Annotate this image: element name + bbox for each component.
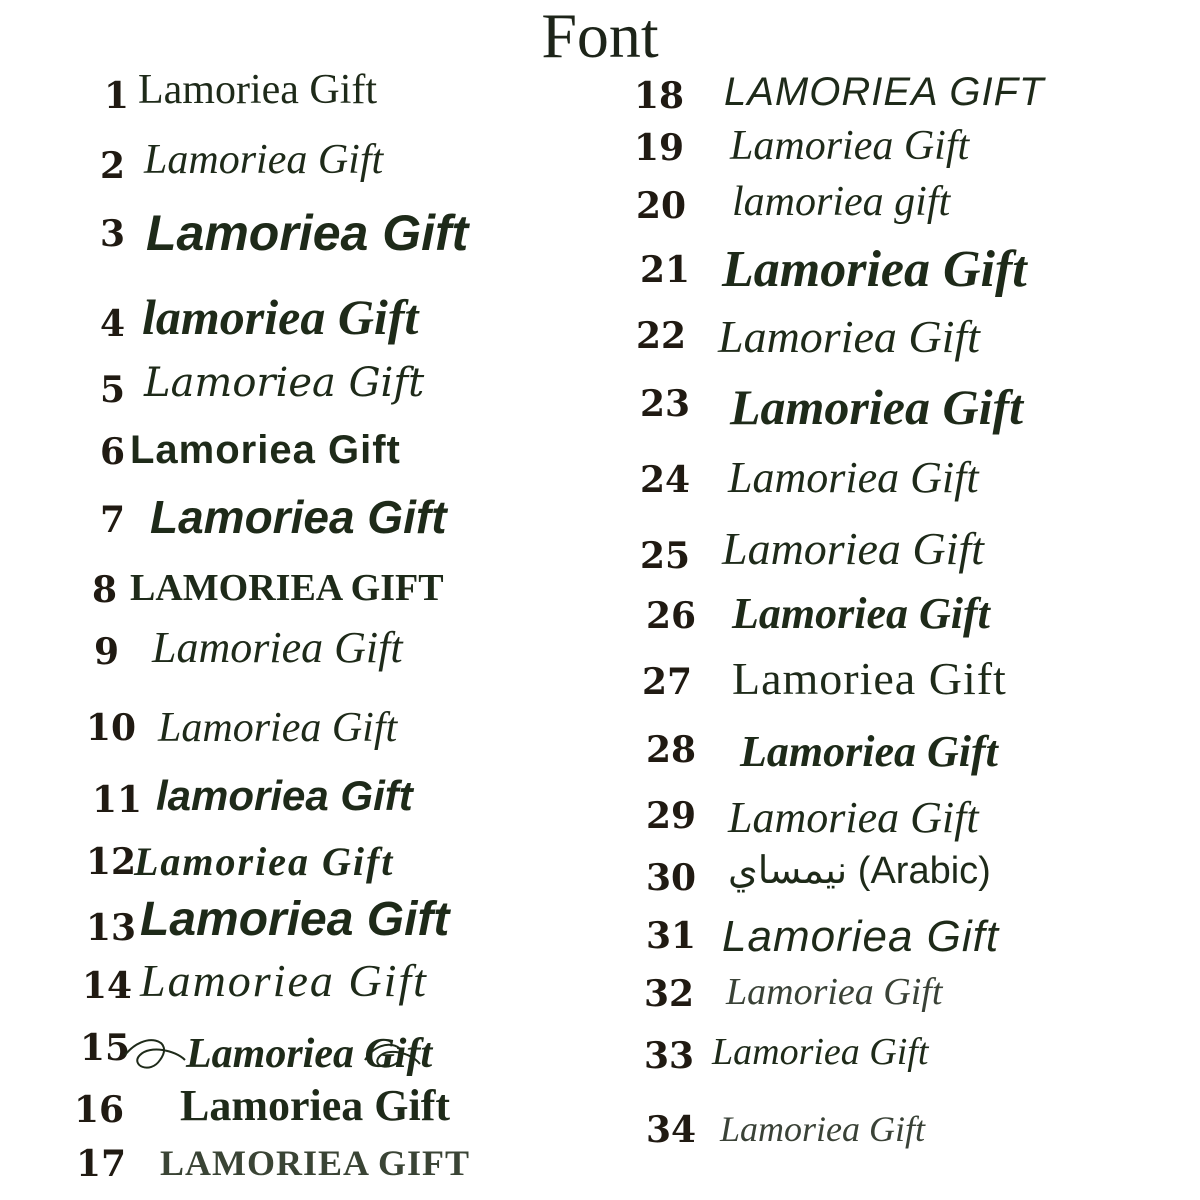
font-number: 8	[92, 569, 118, 611]
font-number: 9	[94, 631, 120, 673]
font-sample: Lamoriea Gift	[720, 1109, 926, 1149]
font-sample: Lamoriea Gift	[718, 311, 980, 362]
font-sample: Lamoriea Gift	[726, 971, 943, 1013]
font-number: 31	[646, 915, 697, 957]
font-sample: Lamoriea Gift	[722, 241, 1027, 298]
font-sample: Lamoriea Gift	[722, 912, 1000, 961]
font-number: 4	[100, 303, 126, 345]
font-number: 3	[100, 213, 126, 255]
font-sample: lamoriea Gift	[156, 772, 413, 819]
font-sample: Lamoriea Gift	[144, 137, 384, 183]
font-sample: lamoriea Gift	[142, 289, 419, 345]
font-sample: Lamoriea Gift	[722, 523, 984, 574]
font-sample: Lamoriea Gift	[152, 623, 403, 672]
font-number: 27	[642, 661, 693, 703]
font-number: 13	[86, 907, 137, 949]
font-number: 25	[640, 535, 691, 577]
font-number: 20	[636, 185, 687, 227]
font-sample: Lamoriea Gift	[732, 589, 990, 638]
font-number: 12	[86, 841, 137, 883]
font-sample: Lamoriea Gift	[740, 727, 998, 776]
font-number: 28	[646, 729, 697, 771]
font-sample: Lamoriea Gift	[150, 491, 447, 543]
font-sample: Lamoriea Gift	[146, 205, 469, 261]
font-sample: نيمساي (Arabic)	[728, 850, 991, 892]
font-number: 6	[100, 431, 126, 473]
font-sample: Lamoriea Gift	[728, 453, 979, 502]
font-number: 30	[646, 857, 697, 899]
font-number: 10	[86, 707, 137, 749]
font-number: 7	[100, 499, 126, 541]
font-sample: Lamoriea Gift	[732, 653, 1007, 704]
font-number: 15	[80, 1027, 131, 1069]
font-sample: lamoriea gift	[732, 179, 951, 225]
font-number: 11	[92, 779, 143, 821]
font-sample: LAMORIEA GIFT	[130, 567, 444, 609]
font-sample: LAMORIEA GIFT	[160, 1143, 471, 1183]
font-number: 24	[640, 459, 691, 501]
font-number: 18	[634, 75, 685, 117]
font-sample: Lamoriea Gift	[138, 67, 378, 113]
font-number: 32	[644, 973, 695, 1015]
font-number: 22	[636, 315, 687, 357]
font-sample: Lamoriea Gift	[730, 123, 970, 169]
font-sample: Lamoriea Gift	[728, 793, 979, 842]
font-sample: Lamoriea Gift	[180, 1081, 451, 1130]
font-sample: LAMORIEA GIFT	[724, 70, 1045, 114]
font-number: 19	[634, 127, 685, 169]
font-number: 1	[104, 75, 130, 117]
font-number: 5	[100, 369, 126, 411]
font-sample: Lamoriea Gift	[158, 705, 398, 751]
font-sample: Lamoriea Gift	[140, 955, 428, 1006]
font-sample: Lamoriea Gift	[140, 893, 450, 946]
font-sample: Lamoriea Gift	[186, 1031, 433, 1077]
font-number: 23	[640, 383, 691, 425]
font-sample: Lamoriea Gift	[730, 379, 1024, 435]
font-number: 29	[646, 795, 697, 837]
page-title: Font	[541, 0, 659, 71]
font-number: 17	[76, 1143, 127, 1185]
flourish-icon	[120, 1030, 510, 1090]
font-number: 34	[646, 1109, 697, 1151]
font-number: 14	[82, 965, 133, 1007]
font-number: 21	[640, 249, 691, 291]
font-number: 2	[100, 145, 126, 187]
font-number: 26	[646, 595, 697, 637]
font-sample: Lamoriea Gift	[144, 360, 425, 406]
font-sample: Lamoriea Gift	[130, 428, 401, 472]
font-number: 33	[644, 1035, 695, 1077]
font-number: 16	[74, 1089, 125, 1131]
font-sample: Lamoriea Gift	[712, 1031, 929, 1073]
font-sample: Lamoriea Gift	[134, 839, 395, 884]
